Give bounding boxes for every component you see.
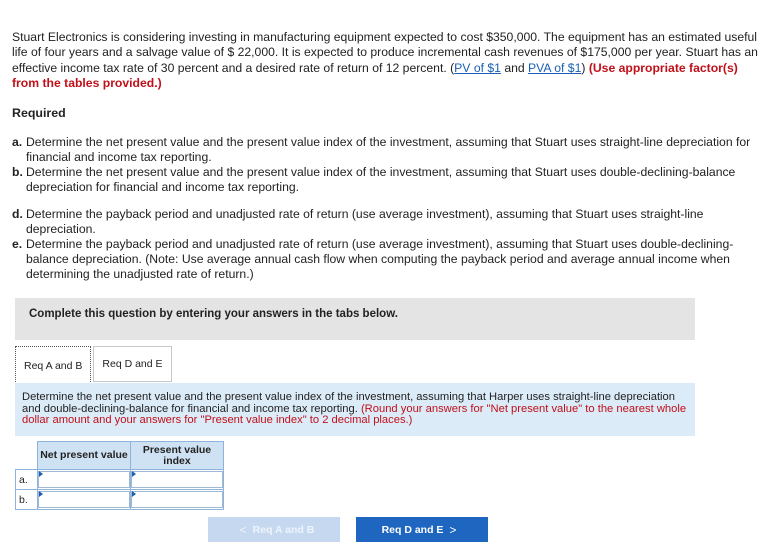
requirement-b [12, 165, 764, 195]
panel-text: Determine the net present value and the present value index of the investment, assuming that Harper uses straight-line depreciation and double-declining-balance for financial and income tax reporting. [22, 391, 675, 415]
row-label-b: b. [16, 490, 38, 510]
pva-of-1-link[interactable]: PVA of $1 [528, 60, 582, 75]
input-marker-icon [39, 491, 43, 497]
requirement-letter: b. [12, 165, 23, 179]
required-heading: Required [12, 106, 66, 120]
input-marker-icon [132, 491, 136, 497]
table-row [16, 490, 224, 510]
intro-and: and [500, 60, 529, 75]
table-header-blank [16, 442, 38, 470]
header-net-present-value: Net present value [38, 442, 131, 470]
requirement-a [12, 135, 764, 165]
pv-of-1-link[interactable]: PV of $1 [454, 60, 501, 75]
requirement-text: Determine the payback period and unadjusted rate of return (use average investment), assuming that Stuart uses straight-line depreciation. [26, 207, 704, 236]
requirement-d [12, 207, 764, 237]
requirement-letter: d. [12, 207, 23, 221]
tab-req-d-and-e[interactable]: Req D and E [93, 346, 171, 382]
chevron-left-icon: < [239, 522, 247, 537]
table-row [16, 470, 224, 490]
tab-req-a-and-b[interactable]: Req A and B [15, 346, 91, 384]
cell-pvi-a [131, 470, 224, 490]
cell-npv-b [38, 490, 131, 510]
table-header-row [16, 442, 224, 470]
intro-instruction: (Use appropriate factor(s) from the tables provided.) [12, 60, 738, 91]
requirement-e [12, 237, 764, 282]
intro-text: Stuart Electronics is considering investing in manufacturing equipment expected to cost $350,000. The equipment has an estimated useful life of four years and a salvage value of $ 22,000. It is expected to produce incremental cash revenues of $175,000 per year. Stuart has an effective income tax rate of 30 percent and a desired rate of return of 12 percent. ( [12, 30, 758, 75]
header-present-value-index: Present value index [131, 442, 224, 470]
chevron-right-icon: > [449, 522, 457, 537]
tab-panel-instructions [15, 383, 695, 436]
complete-question-text: Complete this question by entering your answers in the tabs below. [29, 308, 398, 320]
pvi-input-b[interactable] [131, 491, 223, 508]
requirement-letter: e. [12, 237, 23, 251]
complete-question-banner [15, 298, 695, 340]
pvi-input-a[interactable] [131, 471, 223, 488]
requirement-text: Determine the net present value and the present value index of the investment, assuming that Stuart uses straight-line depreciation for financial and income tax reporting. [26, 135, 751, 164]
answer-table [15, 441, 224, 510]
requirement-text: Determine the payback period and unadjusted rate of return (use average investment), assuming that Stuart uses double-declining-balance depreciation. (Note: Use average annual cash flow when computing the payback period and average annual income when determining the unadjusted rate of return.) [26, 237, 734, 281]
tab-bar [15, 346, 172, 384]
requirements-group-de [12, 207, 764, 282]
next-tab-label: Req D and E [381, 523, 444, 536]
cell-npv-a [38, 470, 131, 490]
requirement-letter: a. [12, 135, 23, 149]
npv-input-a[interactable] [38, 471, 130, 488]
prev-tab-button[interactable] [208, 517, 340, 542]
requirements-group-ab [12, 135, 764, 195]
npv-input-b[interactable] [38, 491, 130, 508]
cell-pvi-b [131, 490, 224, 510]
prev-tab-label: Req A and B [252, 523, 315, 536]
problem-intro [12, 30, 762, 92]
next-tab-button[interactable] [356, 517, 488, 542]
panel-round-note: (Round your answers for "Net present value" to the nearest whole dollar amount and your answers for "Present value index" to 2 decimal places.) [22, 402, 687, 426]
intro-close-paren: ) [581, 60, 586, 75]
input-marker-icon [132, 471, 136, 477]
input-marker-icon [39, 471, 43, 477]
row-label-a: a. [16, 470, 38, 490]
requirement-text: Determine the net present value and the present value index of the investment, assuming that Stuart uses double-declining-balance depreciation for financial and income tax reporting. [26, 165, 736, 194]
